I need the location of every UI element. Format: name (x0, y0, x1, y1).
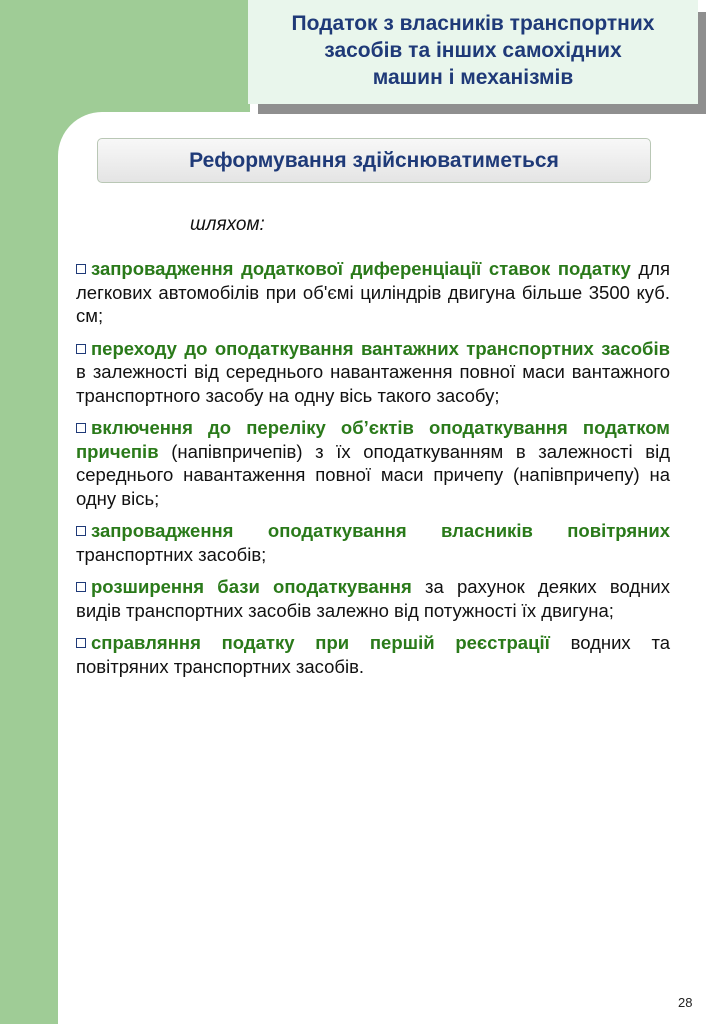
list-item (76, 631, 670, 678)
list-item (76, 575, 670, 622)
item-highlight: розширення бази оподаткування (91, 576, 412, 597)
subheader-box (97, 138, 651, 183)
item-highlight: переходу до оподаткування вантажних транспортних засобів (91, 337, 670, 359)
checkbox-bullet-icon (76, 423, 86, 433)
item-text: для легкових автомобілів при об'ємі циліндрів двигуна більше 3500 куб. см; (76, 258, 670, 326)
item-highlight: справляння податку при першій реєстрації (91, 632, 550, 653)
checkbox-bullet-icon (76, 264, 86, 274)
intro-text: шляхом: (190, 214, 265, 235)
list-item (76, 257, 670, 328)
item-highlight: запровадження додаткової диференціації ставок податку (91, 258, 631, 279)
item-text: в залежності від середнього навантаження повної маси вантажного транспортного засобу на одну вісь такого засобу; (76, 361, 670, 406)
item-text: за рахунок деяких водних видів транспортних засобів залежно від потужності їх двигуна; (76, 576, 670, 621)
page-title: Податок з власників транспортних засобів та інших самохідних машин і механізмів (291, 11, 655, 89)
checkbox-bullet-icon (76, 526, 86, 536)
title-box (248, 0, 698, 104)
item-text: транспортних засобів; (76, 543, 267, 565)
list-item (76, 337, 670, 408)
list-item (76, 519, 670, 566)
item-highlight: включення до переліку об’єктів оподаткування податком причепів (76, 417, 670, 462)
item-text: водних та повітряних транспортних засобів. (76, 632, 670, 677)
list-item (76, 416, 670, 510)
checkbox-bullet-icon (76, 344, 86, 354)
measures-list (76, 257, 670, 687)
item-text: (напівпричепів) з їх оподаткуванням в залежності від середнього навантаження повної маси причепу (напівпричепу) на одну вісь; (76, 440, 670, 509)
subheader-label: Реформування здійснюватиметься (189, 148, 559, 172)
checkbox-bullet-icon (76, 582, 86, 592)
checkbox-bullet-icon (76, 638, 86, 648)
page-number: 28 (678, 995, 693, 1010)
item-highlight: запровадження оподаткування власників повітряних (91, 520, 670, 541)
